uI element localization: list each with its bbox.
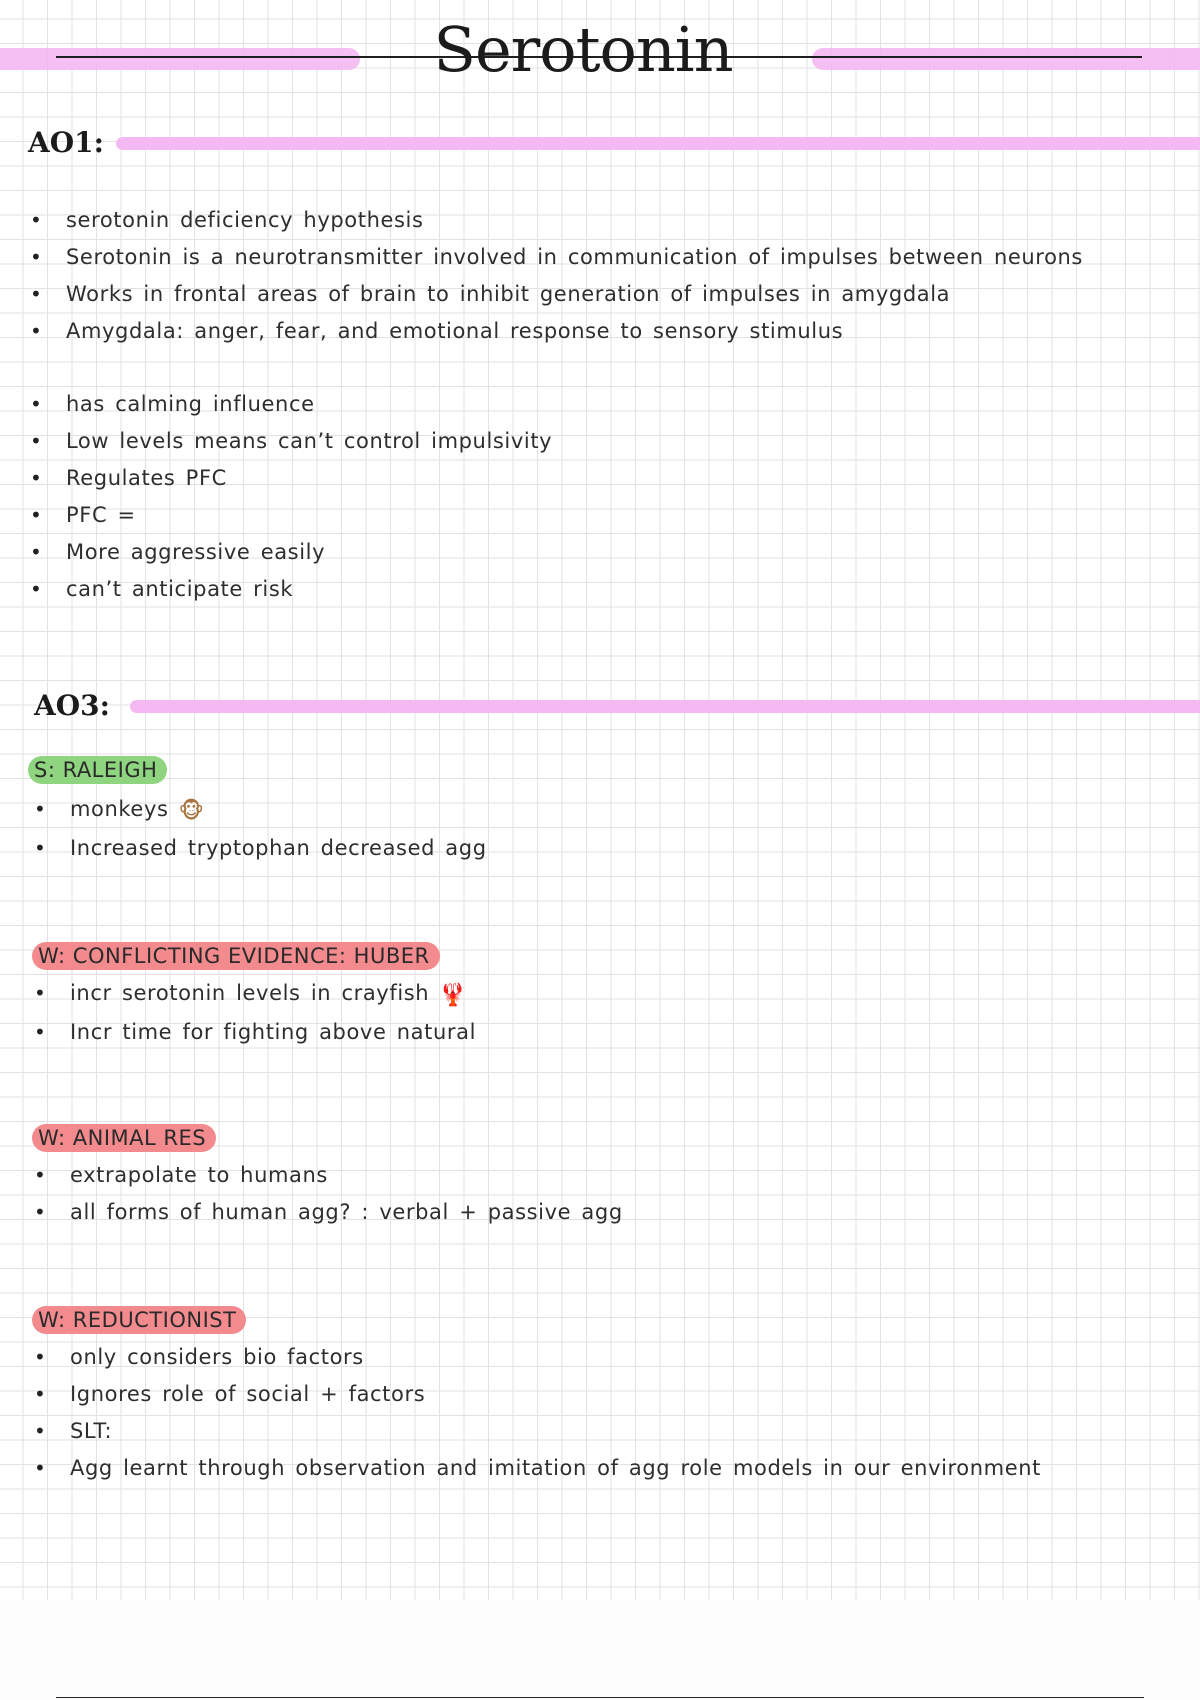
crayfish-icon: 🦞 xyxy=(439,983,468,1008)
strength-tag-raleigh: S: RALEIGH xyxy=(28,756,167,784)
weakness-tag-huber: W: CONFLICTING EVIDENCE: HUBER xyxy=(32,942,440,970)
list-item: • Regulates PFC xyxy=(28,460,552,497)
list-item: • only considers bio factors xyxy=(32,1339,1041,1376)
list-item: • extrapolate to humans xyxy=(32,1157,623,1194)
list-item: • can’t anticipate risk xyxy=(28,571,552,608)
ao3-heading: AO3: xyxy=(34,689,110,722)
footer-rule xyxy=(56,1697,1144,1698)
ao1-list-1 xyxy=(28,202,1083,350)
ao1-list-2 xyxy=(28,386,552,608)
list-item: • Ignores role of social + factors xyxy=(32,1376,1041,1413)
list-item: • Incr time for fighting above natural xyxy=(32,1014,476,1051)
list-item: • all forms of human agg? : verbal + passive agg xyxy=(32,1194,623,1231)
page-title: Serotonin xyxy=(433,13,733,86)
list-item: • Works in frontal areas of brain to inhibit generation of impulses in amygdala xyxy=(28,276,1083,313)
list-item: • Agg learnt through observation and imitation of agg role models in our environment xyxy=(32,1450,1041,1487)
weakness-tag-reductionist: W: REDUCTIONIST xyxy=(32,1306,246,1334)
list-item: • PFC = xyxy=(28,497,552,534)
list-item: • SLT: xyxy=(32,1413,1041,1450)
animal-list xyxy=(32,1157,623,1231)
list-item: • More aggressive easily xyxy=(28,534,552,571)
list-item: • Serotonin is a neurotransmitter involved in communication of impulses between neurons xyxy=(28,239,1083,276)
ao1-heading: AO1: xyxy=(28,126,104,159)
page-footer-area xyxy=(0,1600,1200,1700)
ao3-heading-bar xyxy=(130,700,1200,713)
list-item: • Increased tryptophan decreased agg xyxy=(32,830,487,867)
huber-list xyxy=(32,975,476,1051)
list-item: • Amygdala: anger, fear, and emotional response to sensory stimulus xyxy=(28,313,1083,350)
list-item: • Low levels means can’t control impulsivity xyxy=(28,423,552,460)
list-item: • monkeys 🐵 xyxy=(32,791,487,830)
reductionist-list xyxy=(32,1339,1041,1487)
list-item: • incr serotonin levels in crayfish 🦞 xyxy=(32,975,476,1014)
list-item: • has calming influence xyxy=(28,386,552,423)
list-item: • serotonin deficiency hypothesis xyxy=(28,202,1083,239)
ao1-heading-bar xyxy=(116,137,1200,150)
raleigh-list xyxy=(32,791,487,867)
monkey-icon: 🐵 xyxy=(178,799,205,824)
weakness-tag-animal-res: W: ANIMAL RES xyxy=(32,1124,216,1152)
